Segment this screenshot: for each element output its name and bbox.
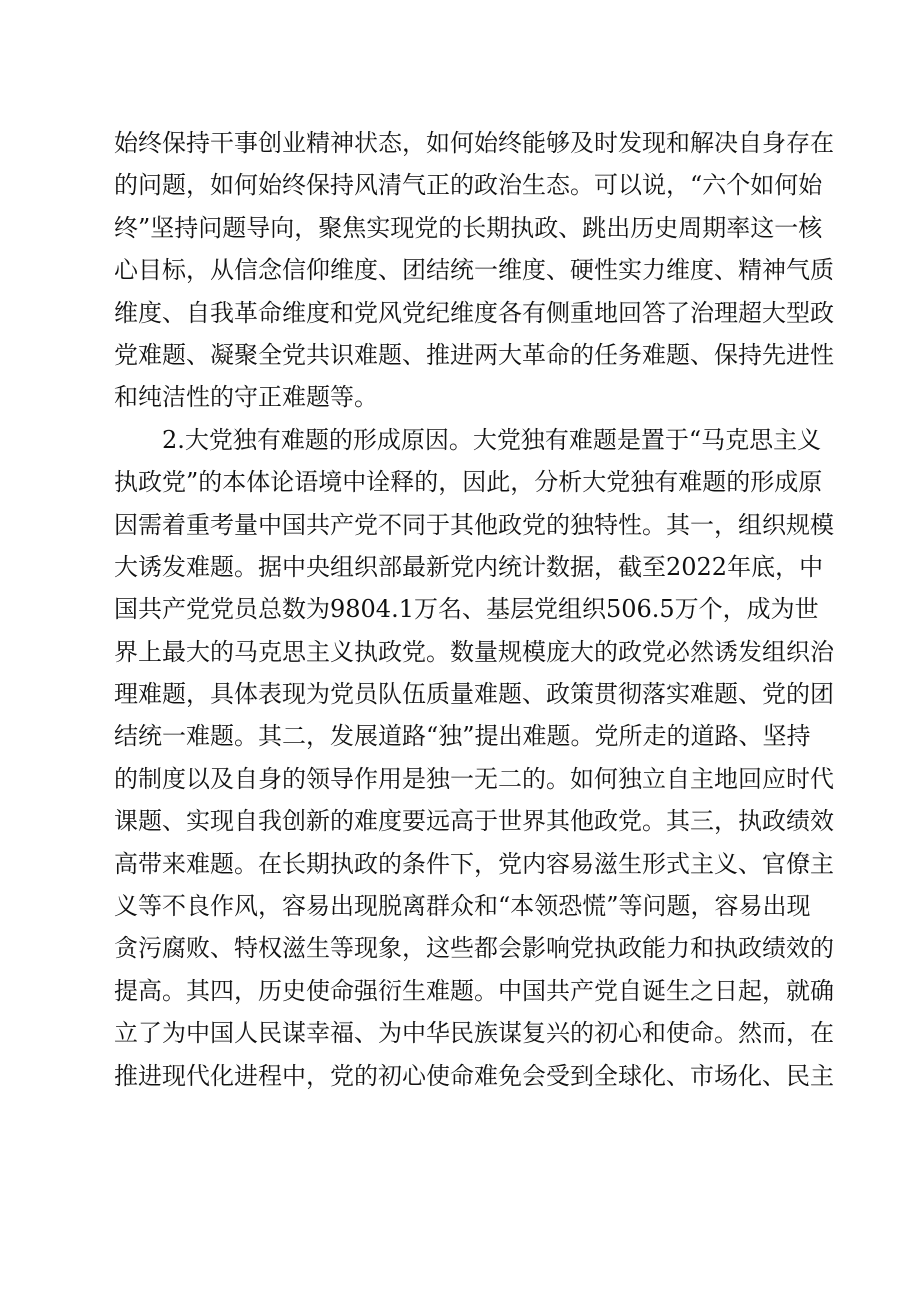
document-body <box>114 122 834 1139</box>
text-line: 贪污腐败、特权滋生等现象，这些都会影响党执政能力和执政绩效的 <box>114 934 834 963</box>
text-line: 推进现代化进程中，党的初心使命难免会受到全球化、市场化、民主 <box>114 1061 834 1090</box>
text-line: 执政党”的本体论语境中诠释的，因此，分析大党独有难题的形成原 <box>114 468 823 497</box>
text-line: 结统一难题。其二，发展道路“独”提出难题。党所走的道路、坚持 <box>114 722 811 751</box>
text-line: 理难题，具体表现为党员队伍质量难题、政策贯彻落实难题、党的团 <box>114 680 834 709</box>
text-line: 国共产党党员总数为9804.1万名、基层党组织506.5万个，成为世 <box>114 595 819 624</box>
text-line: 和纯洁性的守正难题等。 <box>114 383 378 412</box>
text-line: 义等不良作风，容易出现脱离群众和“本领恐慌”等问题，容易出现 <box>114 892 811 921</box>
text-line: 因需着重考量中国共产党不同于其他政党的独特性。其一，组织规模 <box>114 510 834 539</box>
text-line: 2.大党独有难题的形成原因。大党独有难题是置于“马克思主义 <box>162 425 822 454</box>
text-line: 终”坚持问题导向，聚焦实现党的长期执政、跳出历史周期率这一核 <box>114 213 823 242</box>
text-line: 维度、自我革命维度和党风党纪维度各有侧重地回答了治理超大型政 <box>114 298 834 327</box>
text-line: 心目标，从信念信仰维度、团结统一维度、硬性实力维度、精神气质 <box>114 256 834 285</box>
text-line: 界上最大的马克思主义执政党。数量规模庞大的政党必然诱发组织治 <box>114 637 834 666</box>
paragraph-continuation <box>114 122 834 419</box>
text-line: 党难题、凝聚全党共识难题、推进两大革命的任务难题、保持先进性 <box>114 340 834 369</box>
text-line: 的问题，如何始终保持风清气正的政治生态。可以说，“六个如何始 <box>114 171 823 200</box>
text-line: 提高。其四，历史使命强衍生难题。中国共产党自诞生之日起，就确 <box>114 976 834 1005</box>
text-line: 高带来难题。在长期执政的条件下，党内容易滋生形式主义、官僚主 <box>114 849 834 878</box>
text-line: 大诱发难题。据中央组织部最新党内统计数据，截至2022年底，中 <box>114 552 824 581</box>
text-line: 的制度以及自身的领导作用是独一无二的。如何独立自主地回应时代 <box>114 764 834 793</box>
text-line: 课题、实现自我创新的难度要远高于世界其他政党。其三，执政绩效 <box>114 807 834 836</box>
paragraph-formation-causes <box>114 419 834 1140</box>
text-line <box>114 1097 808 1139</box>
text-line: 立了为中国人民谋幸福、为中华民族谋复兴的初心和使命。然而，在 <box>114 1019 834 1048</box>
text-line: 始终保持干事创业精神状态，如何始终能够及时发现和解决自身存在 <box>114 129 834 157</box>
